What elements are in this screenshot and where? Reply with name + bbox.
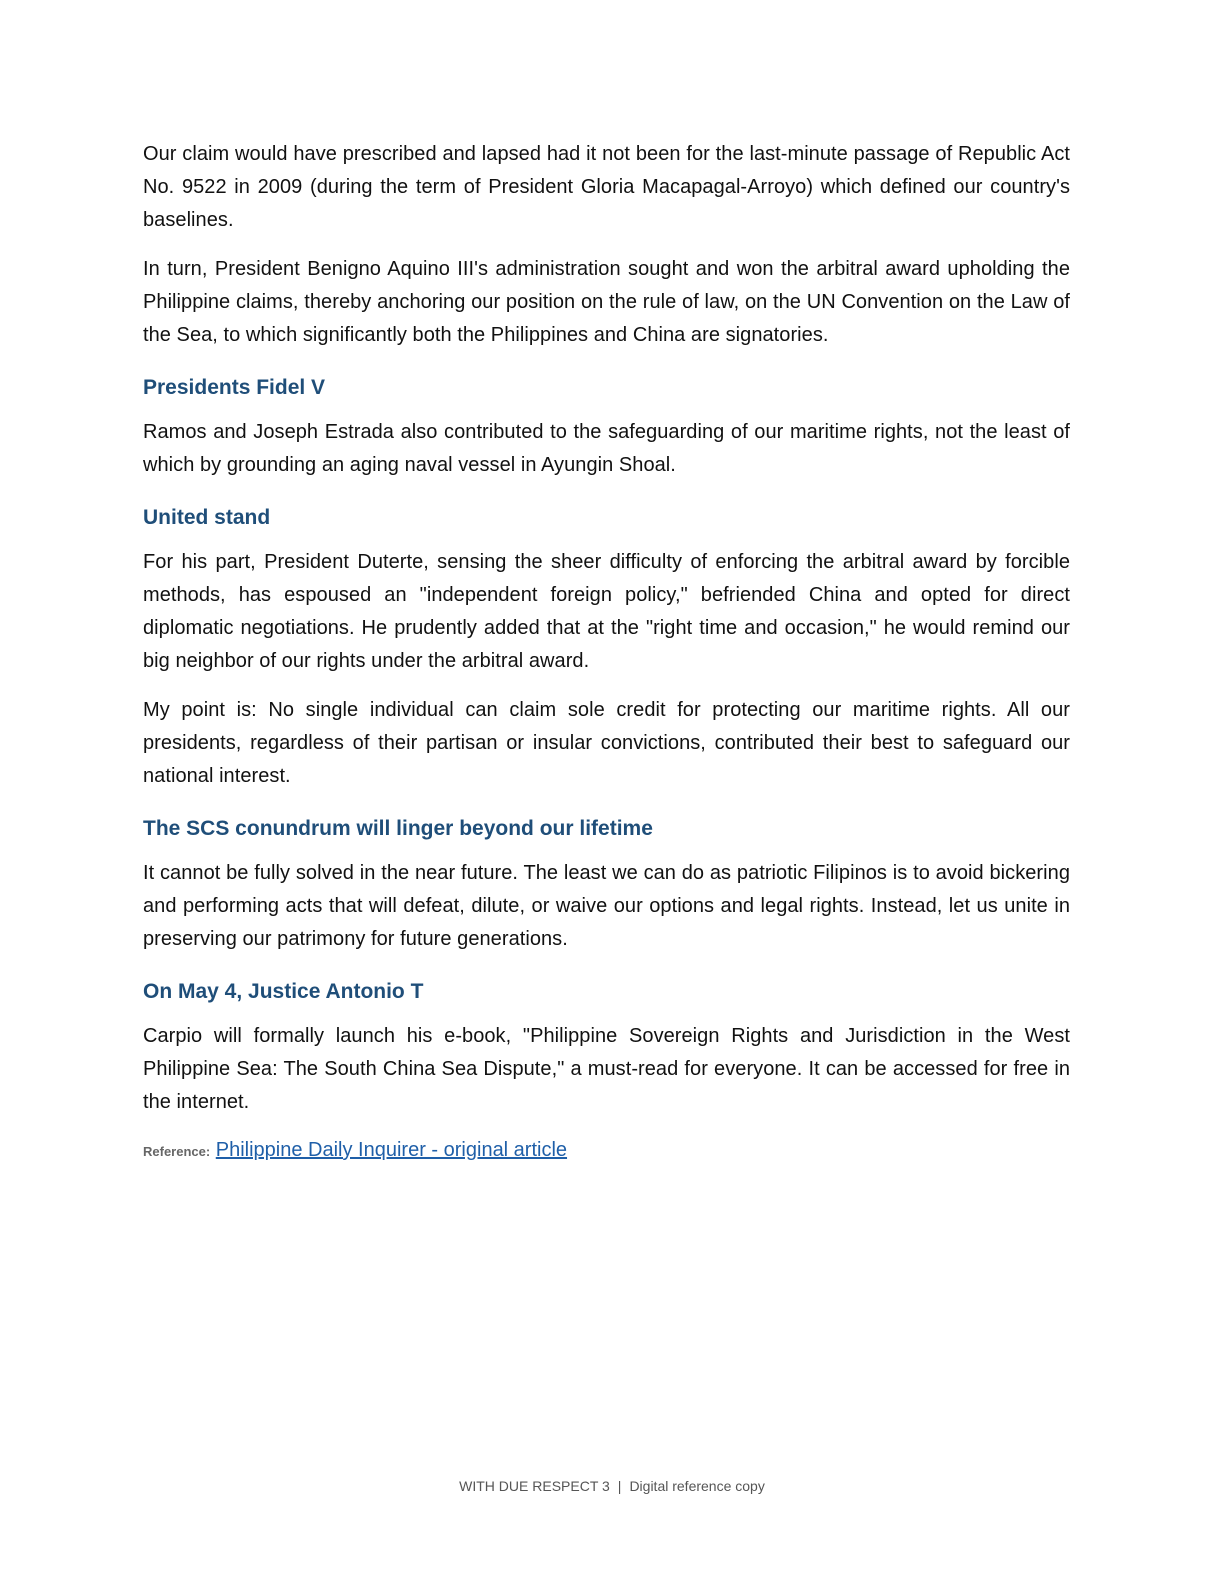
footer-separator: | — [617, 1478, 622, 1494]
reference-link[interactable]: Philippine Daily Inquirer - original article — [215, 1139, 568, 1161]
paragraph: Carpio will formally launch his e-book, "Philippine Sovereign Rights and Jurisdiction in the West Philippine Sea: The South China Sea Dispute," a must-read for everyone. It can be accessed for free in the internet. — [143, 1025, 1070, 1113]
footer-title: WITH DUE RESPECT 3 — [459, 1478, 610, 1494]
footer-note: Digital reference copy — [629, 1478, 765, 1494]
section-heading: United stand — [143, 506, 271, 529]
section-heading: Presidents Fidel V — [143, 376, 326, 399]
reference-line — [143, 1135, 1070, 1167]
paragraph: Our claim would have prescribed and lapsed had it not been for the last-minute passage of Republic Act No. 9522 in 2009 (during the term of President Gloria Macapagal-Arroyo) which defined our country's baselines. — [143, 143, 1070, 231]
paragraph: Ramos and Joseph Estrada also contributed to the safeguarding of our maritime rights, not the least of which by grounding an aging naval vessel in Ayungin Shoal. — [143, 421, 1070, 476]
page-footer — [0, 1478, 1224, 1494]
document-page — [143, 138, 1070, 1167]
paragraph: It cannot be fully solved in the near future. The least we can do as patriotic Filipinos is to avoid bickering and performing acts that will defeat, dilute, or waive our options and legal rights. Instead, let us unite in preserving our patrimony for future generations. — [143, 862, 1070, 950]
section-heading: The SCS conundrum will linger beyond our lifetime — [143, 817, 653, 840]
paragraph: For his part, President Duterte, sensing the sheer difficulty of enforcing the arbitral award by forcible methods, has espoused an "independent foreign policy," befriended China and opted for direct diplomatic negotiations. He prudently added that at the "right time and occasion," he would remind our big neighbor of our rights under the arbitral award. — [143, 551, 1070, 672]
paragraph: In turn, President Benigno Aquino III's administration sought and won the arbitral award upholding the Philippine claims, thereby anchoring our position on the rule of law, on the UN Convention on the Law of the Sea, to which significantly both the Philippines and China are signatories. — [143, 258, 1070, 346]
section-heading: On May 4, Justice Antonio T — [143, 980, 424, 1003]
reference-label: Reference: — [143, 1144, 211, 1159]
paragraph: My point is: No single individual can claim sole credit for protecting our maritime rights. All our presidents, regardless of their partisan or insular convictions, contributed their best to safeguard our national interest. — [143, 699, 1070, 787]
